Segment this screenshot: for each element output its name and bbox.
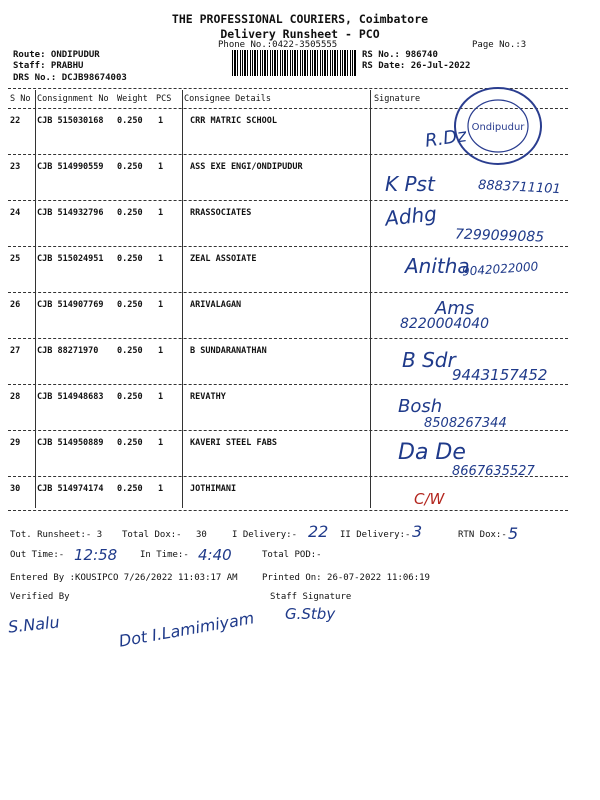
row-consignment: CJB 514907769 [37,300,104,310]
total-pod-label: Total POD:- [262,550,322,560]
row-pcs: 1 [158,116,164,126]
rtn-dox-value: 5 [508,524,519,543]
row-weight: 0.250 [117,162,143,172]
signature-row-29: Da De [398,440,466,465]
i-delivery-label: I Delivery:- [232,530,298,540]
company-title: THE PROFESSIONAL COURIERS, Coimbatore [171,12,429,26]
in-time-label: In Time:- [140,550,189,560]
row-weight: 0.250 [117,254,143,264]
total-dox-value: 30 [196,530,207,540]
signature-row-30: C/W [414,490,445,508]
rtn-dox-label: RTN Dox:- [458,530,507,540]
row-pcs: 1 [158,254,164,264]
verified-by: Verified By [10,592,70,602]
staff-signature: G.Stby [285,605,336,623]
row-consignee: B SUNDARANATHAN [190,346,267,356]
col-signature: Signature [374,94,421,104]
staff: Staff: PRABHU [13,61,84,71]
row-consignment: CJB 514932796 [37,208,104,218]
row-consignment: CJB 514990559 [37,162,104,172]
row-consignment: CJB 514974174 [37,484,104,494]
col-consignment: Consignment No [37,94,109,104]
row-pcs: 1 [158,208,164,218]
phone-row-25: 9042022000 [461,259,539,279]
phone-row-29: 8667635527 [452,464,535,479]
phone-row-28: 8508267344 [424,416,507,431]
row-consignment: CJB 515024951 [37,254,104,264]
col-weight: Weight [117,94,148,104]
row-weight: 0.250 [117,300,143,310]
out-time-value: 12:58 [74,546,118,564]
row-sno: 25 [10,254,21,264]
phone-row-24: 7299099085 [454,226,545,246]
row-sno: 29 [10,438,21,448]
row-pcs: 1 [158,484,164,494]
row-consignee: ARIVALAGAN [190,300,242,310]
row-rule [8,246,568,247]
row-rule [8,384,568,385]
row-sno: 22 [10,116,21,126]
row-consignee: JOTHIMANI [190,484,237,494]
row-consignee: ASS EXE ENGI/ONDIPUDUR [190,162,303,172]
row-rule [8,338,568,339]
row-weight: 0.250 [117,116,143,126]
row-pcs: 1 [158,346,164,356]
row-sno: 28 [10,392,21,402]
out-time-label: Out Time:- [10,550,65,560]
row-consignment: CJB 514948683 [37,392,104,402]
row-weight: 0.250 [117,438,143,448]
entered-by: Entered By :KOUSIPCO 7/26/2022 11:03:17 AM [10,573,238,583]
i-delivery-value: 22 [308,522,329,541]
col-sno: S No [10,94,31,104]
total-dox-label: Total Dox:- [122,530,182,540]
page-number: Page No.:3 [472,40,527,50]
row-sno: 24 [10,208,21,218]
drs-number: DRS No.: DCJB98674003 [13,73,127,83]
route: Route: ONDIPUDUR [13,50,100,60]
table-bottom-rule [8,510,568,511]
phone-number: Phone No.:0422-3505555 [218,40,338,50]
barcode [232,50,357,76]
row-weight: 0.250 [117,208,143,218]
signature-row-22: R.Dz [423,125,468,152]
row-consignee: CRR MATRIC SCHOOL [190,116,277,126]
row-weight: 0.250 [117,392,143,402]
signature-row-28: Bosh [398,396,443,417]
delivery-stamp [452,85,544,167]
row-pcs: 1 [158,392,164,402]
runsheet-subtitle: Delivery Runsheet - PCO [220,27,380,41]
row-sno: 23 [10,162,21,172]
col-pcs: PCS [156,94,172,104]
row-rule [8,292,568,293]
row-weight: 0.250 [117,484,143,494]
row-consignment: CJB 514950889 [37,438,104,448]
row-consignment: CJB 88271970 [37,346,99,356]
rs-number: RS No.: 986740 [362,50,438,60]
row-consignment: CJB 515030168 [37,116,104,126]
row-consignee: RRASSOCIATES [190,208,252,218]
phone-row-23: 8883711101 [477,177,562,198]
rs-date: RS Date: 26-Jul-2022 [362,61,471,71]
row-pcs: 1 [158,300,164,310]
verified-signature-1: S.Nalu [7,612,61,637]
phone-row-27: 9443157452 [452,366,548,384]
row-sno: 30 [10,484,21,494]
row-pcs: 1 [158,438,164,448]
phone-row-26: 8220004040 [400,316,490,332]
staff-signature-label: Staff Signature [270,592,352,602]
in-time-value: 4:40 [198,546,232,564]
signature-row-23: K Pst [385,172,435,196]
signature-row-25: Anitha [405,254,470,278]
verified-signature-2: Dot I.Lamimiyam [117,608,256,651]
row-pcs: 1 [158,162,164,172]
row-sno: 26 [10,300,21,310]
ii-delivery-label: II Delivery:- [340,530,411,540]
signature-row-27: B Sdr [402,348,456,372]
signature-row-26: Ams [435,298,475,319]
col-consignee: Consignee Details [184,94,271,104]
signature-row-24: Adhg [383,201,438,231]
row-rule [8,200,568,201]
row-consignee: KAVERI STEEL FABS [190,438,277,448]
ii-delivery-value: 3 [412,522,423,541]
table-row [8,484,568,508]
table-row [8,392,568,438]
row-consignee: REVATHY [190,392,226,402]
stamp-text: Ondipudur [471,122,525,133]
printed-on: Printed On: 26-07-2022 11:06:19 [262,573,430,583]
row-consignee: ZEAL ASSOIATE [190,254,257,264]
row-weight: 0.250 [117,346,143,356]
tot-runsheet: Tot. Runsheet:- 3 [10,530,103,540]
row-sno: 27 [10,346,21,356]
